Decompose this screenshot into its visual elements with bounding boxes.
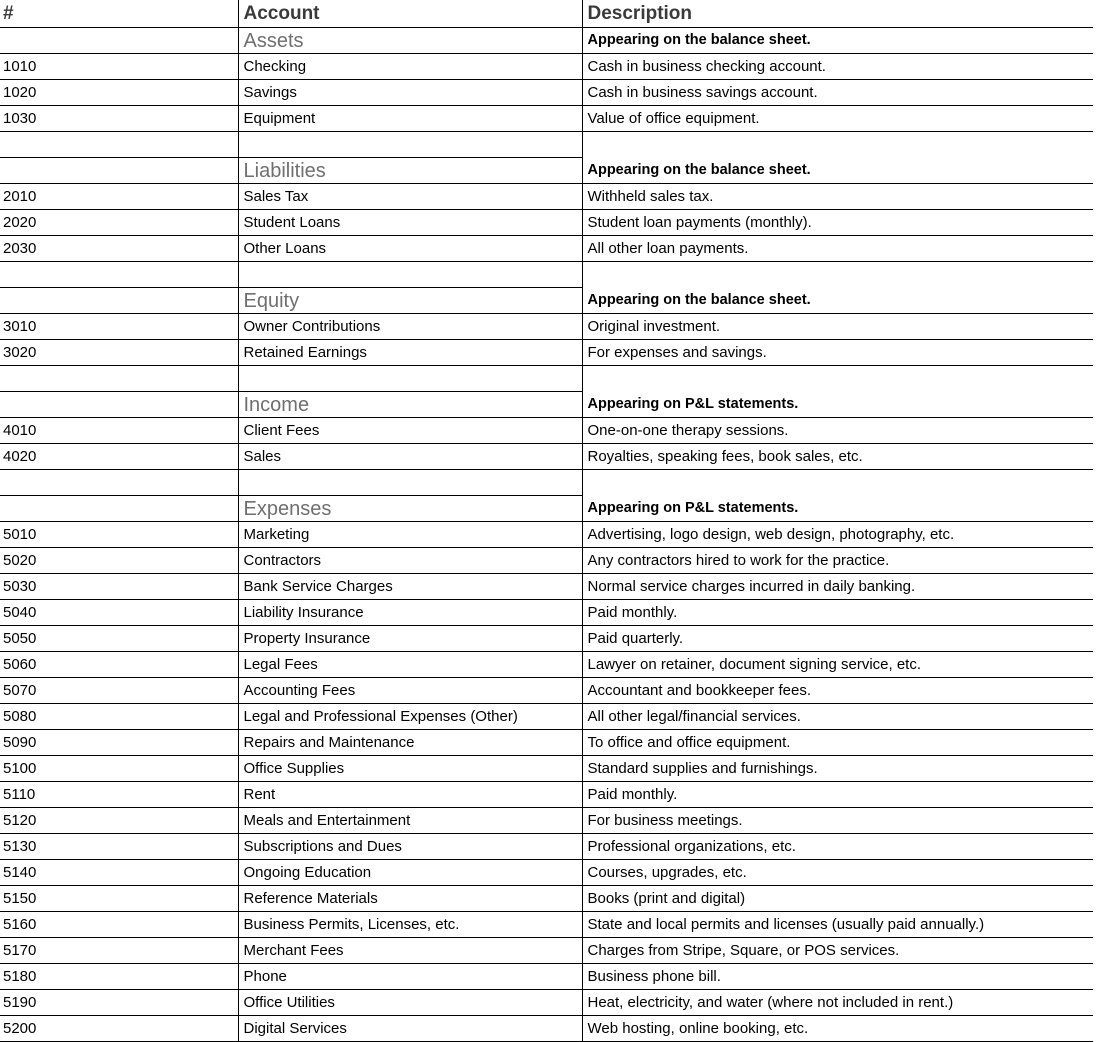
table-row[interactable] [0, 548, 1093, 574]
cell-description: Appearing on P&L statements. [582, 392, 1093, 418]
cell-account: Other Loans [238, 236, 582, 262]
cell-number: 5030 [0, 574, 238, 600]
cell-account: Meals and Entertainment [238, 808, 582, 834]
cell-number: 5140 [0, 860, 238, 886]
cell-description: Professional organizations, etc. [582, 834, 1093, 860]
cell-number: 5110 [0, 782, 238, 808]
table-row[interactable] [0, 574, 1093, 600]
cell-number: 1020 [0, 80, 238, 106]
table-row[interactable] [0, 522, 1093, 548]
cell-account [238, 366, 582, 392]
table-row[interactable] [0, 808, 1093, 834]
cell-description: Courses, upgrades, etc. [582, 860, 1093, 886]
cell-number: 5020 [0, 548, 238, 574]
column-header-number: # [0, 0, 238, 28]
table-row[interactable] [0, 340, 1093, 366]
cell-account: Equipment [238, 106, 582, 132]
cell-number: 5050 [0, 626, 238, 652]
table-row[interactable] [0, 1016, 1093, 1042]
cell-description: For expenses and savings. [582, 340, 1093, 366]
cell-account: Equity [238, 288, 582, 314]
cell-account: Expenses [238, 496, 582, 522]
table-row[interactable] [0, 860, 1093, 886]
cell-account: Marketing [238, 522, 582, 548]
section-header-row[interactable] [0, 158, 1093, 184]
column-header-account: Account [238, 0, 582, 28]
cell-description: Appearing on the balance sheet. [582, 28, 1093, 54]
cell-number [0, 392, 238, 418]
cell-account: Retained Earnings [238, 340, 582, 366]
cell-account: Contractors [238, 548, 582, 574]
cell-number: 5080 [0, 704, 238, 730]
cell-number: 1030 [0, 106, 238, 132]
cell-number: 5040 [0, 600, 238, 626]
cell-description: Appearing on the balance sheet. [582, 158, 1093, 184]
cell-description: For business meetings. [582, 808, 1093, 834]
spacer-row [0, 132, 1093, 158]
cell-account: Subscriptions and Dues [238, 834, 582, 860]
table-body [0, 28, 1093, 1042]
table-row[interactable] [0, 834, 1093, 860]
table-row[interactable] [0, 912, 1093, 938]
table-row[interactable] [0, 704, 1093, 730]
cell-account: Bank Service Charges [238, 574, 582, 600]
cell-description: Paid quarterly. [582, 626, 1093, 652]
section-header-row[interactable] [0, 288, 1093, 314]
table-row[interactable] [0, 678, 1093, 704]
cell-description [582, 262, 1093, 288]
table-row[interactable] [0, 236, 1093, 262]
cell-description: Value of office equipment. [582, 106, 1093, 132]
table-row[interactable] [0, 600, 1093, 626]
cell-number: 5120 [0, 808, 238, 834]
cell-description: Cash in business savings account. [582, 80, 1093, 106]
cell-number [0, 28, 238, 54]
table-header [0, 0, 1093, 28]
cell-account: Merchant Fees [238, 938, 582, 964]
cell-account: Student Loans [238, 210, 582, 236]
cell-number [0, 288, 238, 314]
cell-number: 5060 [0, 652, 238, 678]
cell-description: Withheld sales tax. [582, 184, 1093, 210]
cell-account: Rent [238, 782, 582, 808]
table-row[interactable] [0, 886, 1093, 912]
table-row[interactable] [0, 184, 1093, 210]
table-row[interactable] [0, 964, 1093, 990]
cell-description [582, 470, 1093, 496]
cell-number [0, 470, 238, 496]
cell-number: 5180 [0, 964, 238, 990]
cell-number: 5170 [0, 938, 238, 964]
table-row[interactable] [0, 730, 1093, 756]
cell-number: 2030 [0, 236, 238, 262]
table-header-row [0, 0, 1093, 28]
cell-account: Assets [238, 28, 582, 54]
cell-account: Office Utilities [238, 990, 582, 1016]
cell-account: Liability Insurance [238, 600, 582, 626]
section-header-row[interactable] [0, 496, 1093, 522]
table-row[interactable] [0, 652, 1093, 678]
cell-description: Appearing on P&L statements. [582, 496, 1093, 522]
cell-account: Ongoing Education [238, 860, 582, 886]
table-row[interactable] [0, 106, 1093, 132]
table-row[interactable] [0, 418, 1093, 444]
table-row[interactable] [0, 782, 1093, 808]
section-header-row[interactable] [0, 28, 1093, 54]
cell-account: Owner Contributions [238, 314, 582, 340]
cell-number: 2020 [0, 210, 238, 236]
cell-account [238, 132, 582, 158]
cell-account: Savings [238, 80, 582, 106]
table-row[interactable] [0, 314, 1093, 340]
cell-description: Accountant and bookkeeper fees. [582, 678, 1093, 704]
spacer-row [0, 366, 1093, 392]
table-row[interactable] [0, 210, 1093, 236]
cell-number [0, 132, 238, 158]
cell-number: 5010 [0, 522, 238, 548]
cell-account: Income [238, 392, 582, 418]
cell-number: 2010 [0, 184, 238, 210]
cell-description: Business phone bill. [582, 964, 1093, 990]
cell-description: Original investment. [582, 314, 1093, 340]
cell-description: Lawyer on retainer, document signing service, etc. [582, 652, 1093, 678]
cell-number: 5190 [0, 990, 238, 1016]
cell-account: Liabilities [238, 158, 582, 184]
cell-description [582, 366, 1093, 392]
cell-account: Phone [238, 964, 582, 990]
cell-account: Sales Tax [238, 184, 582, 210]
cell-description: Books (print and digital) [582, 886, 1093, 912]
cell-description: Paid monthly. [582, 600, 1093, 626]
cell-description: Charges from Stripe, Square, or POS services. [582, 938, 1093, 964]
cell-number: 5100 [0, 756, 238, 782]
cell-account: Client Fees [238, 418, 582, 444]
cell-description: Royalties, speaking fees, book sales, etc. [582, 444, 1093, 470]
table-row[interactable] [0, 80, 1093, 106]
cell-number: 5150 [0, 886, 238, 912]
cell-account [238, 470, 582, 496]
cell-number: 3010 [0, 314, 238, 340]
cell-number [0, 496, 238, 522]
cell-account: Business Permits, Licenses, etc. [238, 912, 582, 938]
cell-account: Legal and Professional Expenses (Other) [238, 704, 582, 730]
cell-description: Web hosting, online booking, etc. [582, 1016, 1093, 1042]
cell-description [582, 132, 1093, 158]
cell-account: Property Insurance [238, 626, 582, 652]
cell-number: 5130 [0, 834, 238, 860]
cell-description: Standard supplies and furnishings. [582, 756, 1093, 782]
cell-account: Accounting Fees [238, 678, 582, 704]
cell-number [0, 366, 238, 392]
cell-description: Paid monthly. [582, 782, 1093, 808]
section-header-row[interactable] [0, 392, 1093, 418]
table-row[interactable] [0, 54, 1093, 80]
cell-description: State and local permits and licenses (usually paid annually.) [582, 912, 1093, 938]
cell-number [0, 158, 238, 184]
table-row[interactable] [0, 938, 1093, 964]
cell-number: 5090 [0, 730, 238, 756]
cell-number [0, 262, 238, 288]
cell-description: Advertising, logo design, web design, photography, etc. [582, 522, 1093, 548]
cell-description: Cash in business checking account. [582, 54, 1093, 80]
cell-account: Reference Materials [238, 886, 582, 912]
cell-account: Office Supplies [238, 756, 582, 782]
cell-account: Legal Fees [238, 652, 582, 678]
table-row[interactable] [0, 444, 1093, 470]
cell-account [238, 262, 582, 288]
table-row[interactable] [0, 990, 1093, 1016]
cell-description: Appearing on the balance sheet. [582, 288, 1093, 314]
column-header-description: Description [582, 0, 1093, 28]
cell-number: 5070 [0, 678, 238, 704]
cell-description: Heat, electricity, and water (where not included in rent.) [582, 990, 1093, 1016]
table-row[interactable] [0, 626, 1093, 652]
cell-description: Any contractors hired to work for the practice. [582, 548, 1093, 574]
table-row[interactable] [0, 756, 1093, 782]
cell-description: All other loan payments. [582, 236, 1093, 262]
cell-description: All other legal/financial services. [582, 704, 1093, 730]
cell-number: 5200 [0, 1016, 238, 1042]
cell-number: 3020 [0, 340, 238, 366]
cell-account: Sales [238, 444, 582, 470]
cell-account: Checking [238, 54, 582, 80]
cell-account: Digital Services [238, 1016, 582, 1042]
cell-description: Normal service charges incurred in daily banking. [582, 574, 1093, 600]
cell-description: Student loan payments (monthly). [582, 210, 1093, 236]
cell-number: 1010 [0, 54, 238, 80]
spacer-row [0, 470, 1093, 496]
cell-number: 4020 [0, 444, 238, 470]
cell-description: One-on-one therapy sessions. [582, 418, 1093, 444]
spacer-row [0, 262, 1093, 288]
cell-account: Repairs and Maintenance [238, 730, 582, 756]
cell-description: To office and office equipment. [582, 730, 1093, 756]
cell-number: 4010 [0, 418, 238, 444]
cell-number: 5160 [0, 912, 238, 938]
